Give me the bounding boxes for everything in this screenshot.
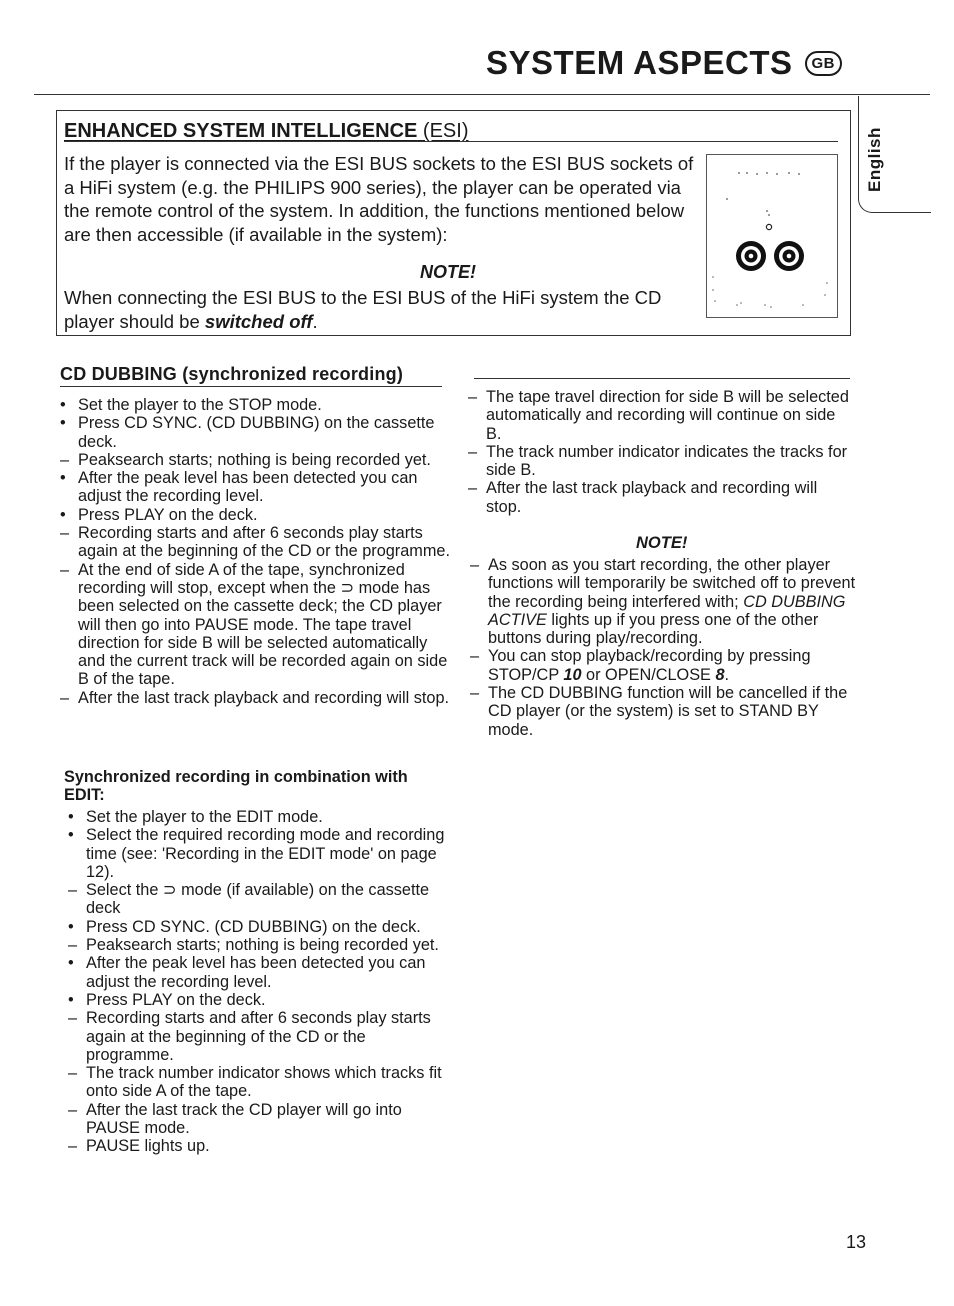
list-item [466, 684, 858, 739]
list-item [64, 1137, 456, 1155]
list-marker: • [60, 469, 66, 488]
esi-note-body: When connecting the ESI BUS to the ESI BUS of the HiFi system the CD player should be [64, 287, 662, 332]
list-item-text: Peaksearch starts; nothing is being recorded yet. [86, 936, 439, 955]
list-item-text: After the peak level has been detected you can adjust the recording level. [78, 469, 418, 506]
dubbing-note-title: NOTE! [636, 534, 688, 552]
list-item [64, 954, 456, 991]
list-marker: – [68, 1137, 78, 1156]
list-item [64, 936, 456, 954]
dubbing-steps-list [56, 396, 450, 707]
esi-socket-right-icon [774, 241, 804, 271]
list-marker: – [470, 684, 480, 703]
esi-heading-rule [64, 141, 838, 142]
right-column-rule [474, 378, 850, 379]
edit-subheading: Synchronized recording in combination with EDIT: [64, 768, 408, 805]
list-item-text: Select the ⊃ mode (if available) on the cassette deck [86, 881, 430, 918]
list-item-text: After the last track playback and recording will stop. [78, 688, 450, 707]
list-item-text: Select the required recording mode and recording time (see: 'Recording in the EDIT mode' on page 12). [86, 826, 445, 881]
list-item [56, 506, 450, 524]
header-rule [34, 94, 930, 95]
note-text-end: . [724, 665, 730, 684]
list-marker: – [68, 1009, 78, 1028]
esi-note-text [64, 286, 704, 333]
list-marker: • [68, 808, 74, 826]
list-item [56, 414, 450, 451]
note-emphasis-2: 8 [715, 665, 725, 684]
esi-heading-paren: (ESI) [422, 120, 469, 142]
list-item-text: After the last track the CD player will go into PAUSE mode. [86, 1100, 402, 1138]
list-item [56, 561, 450, 689]
list-item [56, 689, 450, 707]
list-marker: – [60, 450, 70, 469]
list-marker: – [470, 647, 480, 666]
edit-steps-list [64, 808, 456, 1156]
list-item [64, 808, 456, 826]
esi-note-end: . [312, 310, 318, 332]
list-item [64, 1009, 456, 1064]
esi-note-title: NOTE! [420, 262, 476, 282]
esi-note-emphasis: switched off [204, 310, 313, 332]
list-item-text: The track number indicator shows which tracks fit onto side A of the tape. [86, 1064, 442, 1101]
list-marker: • [68, 990, 74, 1009]
list-item [464, 479, 854, 516]
list-item [56, 469, 450, 506]
esi-heading-main: ENHANCED SYSTEM INTELLIGENCE [64, 120, 418, 142]
list-item-text: Press CD SYNC. (CD DUBBING) on the deck. [86, 917, 421, 936]
list-item [56, 396, 450, 414]
note-text: You can stop playback/recording by pressing STOP/CP [488, 647, 811, 684]
list-marker: • [68, 917, 74, 936]
list-marker: – [468, 388, 478, 406]
page-title [486, 44, 842, 82]
list-item-text: Recording starts and after 6 seconds play starts again at the beginning of the CD or the programme. [78, 524, 450, 561]
page-title-text: SYSTEM ASPECTS [486, 44, 793, 81]
list-marker: – [68, 936, 78, 955]
list-marker: – [470, 556, 480, 574]
list-marker: – [68, 1100, 78, 1119]
list-item-text: Press PLAY on the deck. [86, 990, 266, 1009]
list-item [56, 524, 450, 561]
list-item-text: Press CD SYNC. (CD DUBBING) on the cassette deck. [78, 414, 435, 451]
list-marker: – [468, 479, 478, 498]
right-steps-list [464, 388, 854, 516]
list-item [56, 451, 450, 469]
list-marker: – [60, 524, 70, 543]
list-item-text: Set the player to the STOP mode. [78, 396, 322, 414]
list-marker: – [60, 688, 70, 707]
dubbing-heading: CD DUBBING (synchronized recording) [60, 364, 404, 384]
list-item [64, 1064, 456, 1101]
list-item [64, 918, 456, 936]
list-item-text: Press PLAY on the deck. [78, 505, 258, 524]
list-item-text: After the last track playback and recording will stop. [486, 479, 818, 516]
dubbing-heading-rule [60, 386, 442, 387]
list-item [466, 647, 858, 684]
list-item [466, 556, 858, 647]
list-item [464, 443, 854, 480]
list-marker: • [60, 396, 66, 414]
note-emphasis: CD DUBBING ACTIVE [488, 592, 846, 629]
list-marker: • [68, 954, 74, 973]
list-marker: – [60, 560, 70, 579]
esi-socket-diagram [706, 154, 838, 318]
list-marker: – [468, 442, 478, 461]
list-item-text: The track number indicator indicates the tracks for side B. [486, 442, 848, 480]
list-marker: – [68, 881, 78, 900]
note-emphasis: 10 [563, 665, 582, 684]
note-text: As soon as you start recording, the other player functions will temporarily be switched off to prevent the recording being interfered with; [488, 556, 856, 611]
list-marker: • [60, 414, 66, 433]
list-item [64, 1101, 456, 1138]
dubbing-notes-list [466, 556, 858, 739]
list-item-text: The tape travel direction for side B will be selected automatically and recording will continue on side B. [486, 388, 849, 443]
list-item [464, 388, 854, 443]
list-item-text: Set the player to the EDIT mode. [86, 808, 323, 826]
list-marker: • [60, 505, 66, 524]
list-item-text: After the peak level has been detected you can adjust the recording level. [86, 954, 426, 991]
list-item [64, 881, 456, 918]
note-text: The CD DUBBING function will be cancelled if the CD player (or the system) is set to STAND BY mode. [488, 684, 848, 739]
esi-socket-illustration [707, 155, 837, 317]
esi-paragraph: If the player is connected via the ESI BUS sockets to the ESI BUS sockets of a HiFi system (e.g. the PHILIPS 900 series), the player can be operated via the remote control of the system. In addition, the functions mentioned below are then accessible (if available in the system): [64, 153, 694, 245]
page-number: 13 [846, 1232, 867, 1252]
esi-socket-left-icon [736, 241, 766, 271]
list-item-text: Recording starts and after 6 seconds play starts again at the beginning of the CD or the programme. [86, 1009, 431, 1064]
note-text-mid: or OPEN/CLOSE [581, 665, 716, 684]
esi-heading [64, 120, 468, 143]
language-tab-label: English [865, 127, 884, 192]
list-item-text: Peaksearch starts; nothing is being recorded yet. [78, 450, 431, 469]
list-marker: • [68, 826, 74, 845]
note-text-end: lights up if you press one of the other buttons during play/recording. [488, 610, 819, 648]
list-marker: – [68, 1064, 78, 1083]
list-item-text: PAUSE lights up. [86, 1137, 210, 1156]
list-item [64, 826, 456, 881]
list-item [64, 991, 456, 1009]
list-item-text: At the end of side A of the tape, synchronized recording will stop, except when the ⊃ mode has been selected on the cassette deck; the CD player will then go into PAUSE mode. The tape travel direction for side B will be selected automatically and the current track will be recorded again on side B of the tape. [78, 560, 448, 689]
language-tab [858, 96, 931, 213]
gb-language-badge: GB [805, 51, 843, 76]
